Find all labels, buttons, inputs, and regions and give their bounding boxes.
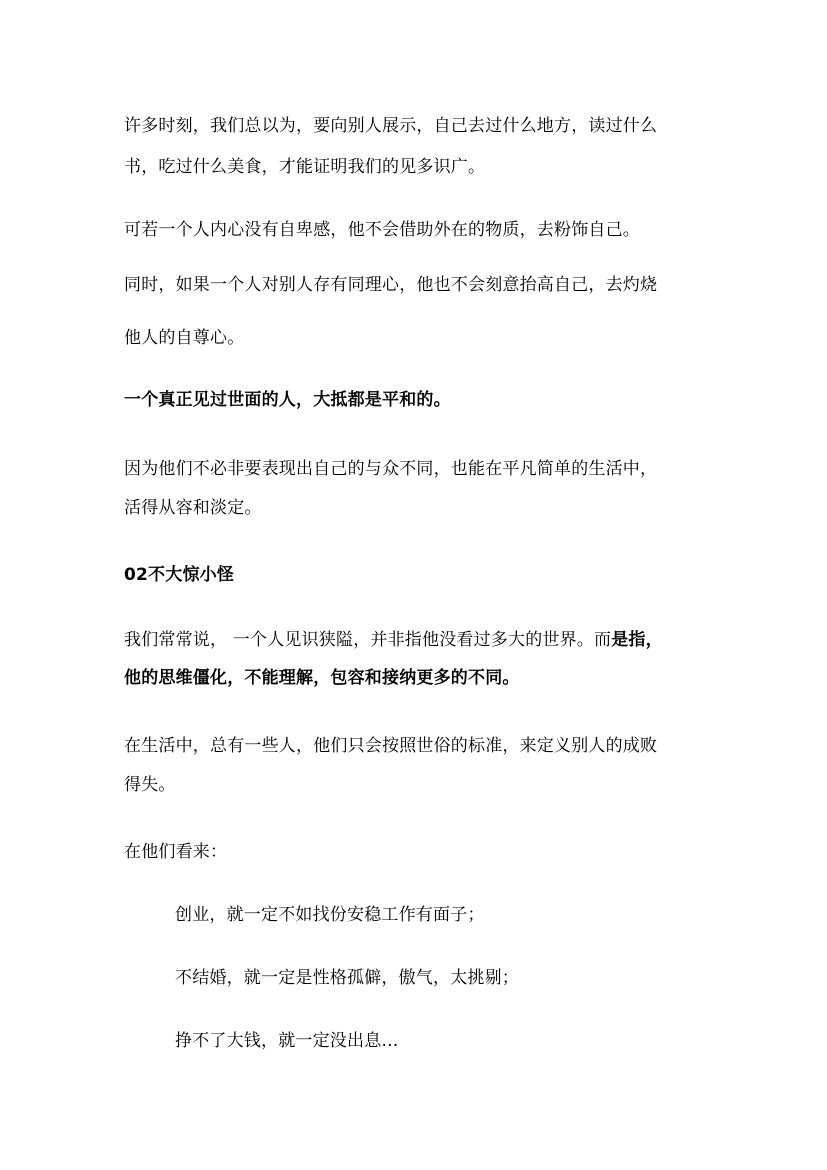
paragraph-6-line-1 xyxy=(124,628,663,652)
paragraph-4-bold-line: 一个真正见过世面的人，大抵都是平和的。 xyxy=(124,390,451,410)
paragraph-6-line-2: 他的思维僵化，不能理解，包容和接纳更多的不同。 xyxy=(124,668,520,688)
paragraph-6-line-1-bold: 是指， xyxy=(611,630,663,650)
paragraph-2-line-1: 可若一个人内心没有自卑感，他不会借助外在的物质，去粉饰自己。 xyxy=(124,220,640,240)
list-item-2: 不结婚，就一定是性格孤僻，傲气，太挑剔； xyxy=(175,968,519,988)
paragraph-6-line-1-normal: 我们常常说， 一个人见识狭隘，并非指他没看过多大的世界。而 xyxy=(124,630,612,650)
paragraph-5-line-1: 因为他们不必非要表现出自己的与众不同，也能在平凡简单的生活中， xyxy=(124,459,658,479)
paragraph-8-line-1: 在他们看来： xyxy=(124,842,228,862)
paragraph-7-line-2: 得失。 xyxy=(124,775,176,795)
list-item-1: 创业，就一定不如找份安稳工作有面子； xyxy=(175,905,485,925)
list-item-3: 挣不了大钱，就一定没出息… xyxy=(175,1031,399,1051)
paragraph-1-line-1: 许多时刻，我们总以为，要向别人展示，自己去过什么地方，读过什么 xyxy=(124,116,658,136)
paragraph-1-line-2: 书，吃过什么美食，才能证明我们的见多识广。 xyxy=(124,157,486,177)
paragraph-5-line-2: 活得从容和淡定。 xyxy=(124,498,262,518)
paragraph-3-line-2: 他人的自尊心。 xyxy=(124,328,245,348)
paragraph-3-line-1: 同时，如果一个人对别人存有同理心，他也不会刻意抬高自己，去灼烧 xyxy=(124,275,658,295)
section-heading: 02不大惊小怪 xyxy=(124,565,235,585)
paragraph-7-line-1: 在生活中，总有一些人，他们只会按照世俗的标准，来定义别人的成败 xyxy=(124,736,658,756)
